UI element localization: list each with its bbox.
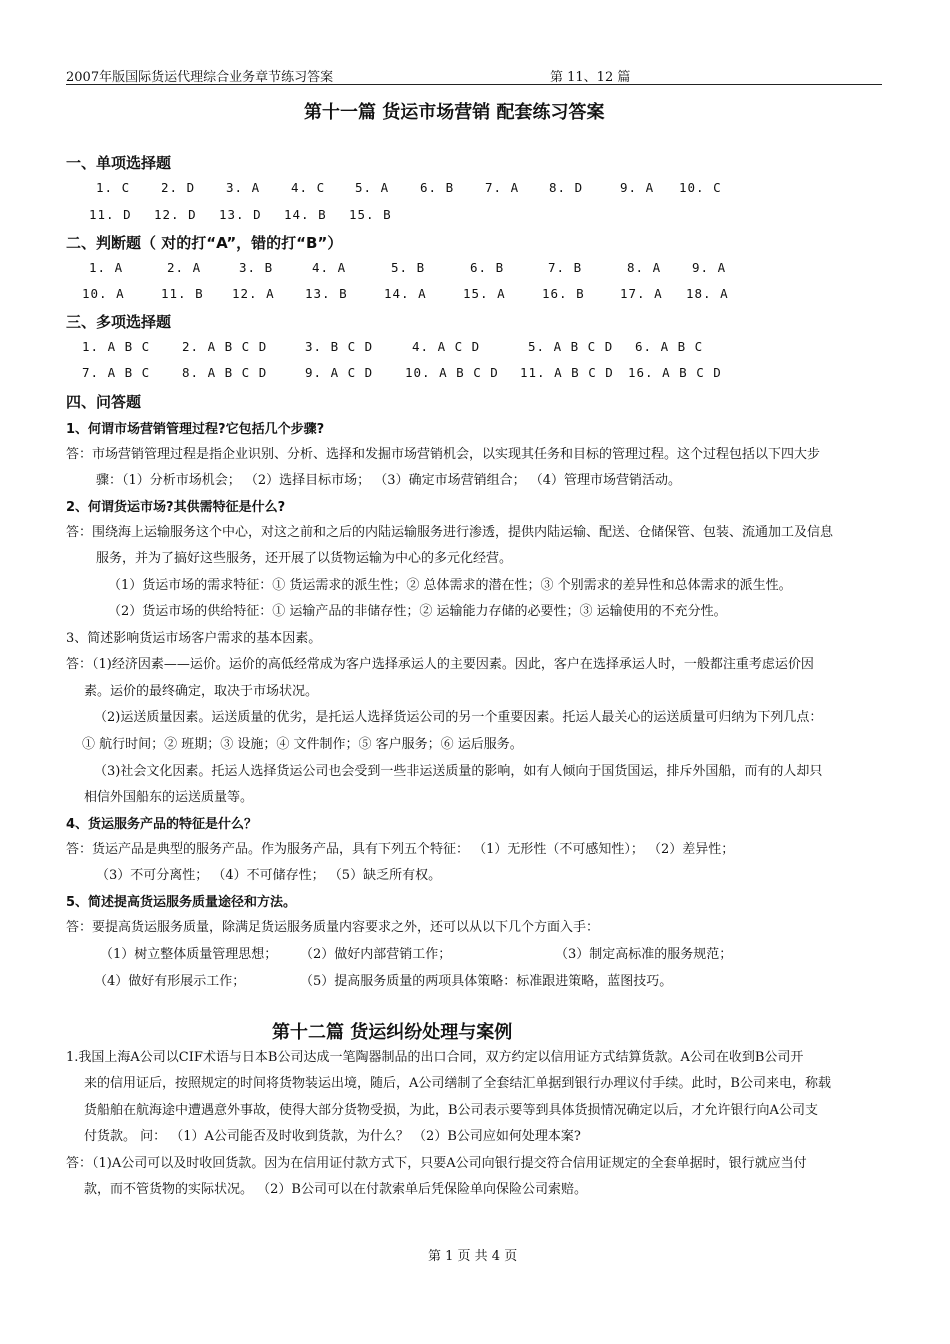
answer-item: 7. A bbox=[485, 180, 520, 195]
answer-item: 12. A bbox=[232, 286, 275, 301]
answer-5-item: （1）树立整体质量管理思想； bbox=[100, 947, 278, 962]
case-1-line: 货船舶在航海途中遭遇意外事故，使得大部分货物受损，为此，B公司表示要等到具体货损情况确定以后，才允许银行向A公司支 bbox=[84, 1103, 818, 1118]
chapter-11-title: 第十一篇 货运市场营销 配套练习答案 bbox=[304, 102, 605, 123]
answer-3-line: 相信外国船东的运送质量等。 bbox=[84, 790, 254, 805]
chapter-12-title: 第十二篇 货运纠纷处理与案例 bbox=[272, 1022, 513, 1043]
answer-item: 14. A bbox=[384, 286, 427, 301]
answer-5-item: （4）做好有形展示工作； bbox=[94, 974, 246, 989]
answer-item: 9. A bbox=[692, 260, 727, 275]
answer-item: 7. A B C bbox=[82, 365, 151, 380]
question-2: 2、何谓货运市场?其供需特征是什么? bbox=[66, 500, 286, 515]
answer-item: 11. D bbox=[89, 207, 132, 222]
section-4-title: 四、问答题 bbox=[66, 393, 142, 411]
answer-item: 13. D bbox=[219, 207, 262, 222]
answer-5-item: （2）做好内部营销工作； bbox=[300, 947, 452, 962]
answer-item: 8. D bbox=[549, 180, 584, 195]
answer-item: 5. A B C D bbox=[528, 339, 614, 354]
answer-item: 8. A B C D bbox=[182, 365, 268, 380]
answer-3-line: （3)社会文化因素。托运人选择货运公司也会受到一些非运送质量的影响，如有人倾向于国货国运，排斥外国船，而有的人却只 bbox=[94, 764, 823, 779]
answer-item: 5. A bbox=[355, 180, 390, 195]
answer-item: 3. A bbox=[226, 180, 261, 195]
answer-1-line: 骤：（1）分析市场机会； （2）选择目标市场； （3）确定市场营销组合； （4）管理市场营销活动。 bbox=[96, 473, 681, 488]
answer-3-line: （2)运送质量因素。运送质量的优劣，是托运人选择货运公司的另一个重要因素。托运人最关心的运送质量可归纳为下列几点： bbox=[94, 710, 823, 725]
answer-5-item: （3）制定高标准的服务规范； bbox=[555, 947, 733, 962]
answer-item: 2. D bbox=[161, 180, 196, 195]
answer-item: 17. A bbox=[620, 286, 663, 301]
answer-item: 1. A bbox=[89, 260, 124, 275]
answer-item: 10. C bbox=[679, 180, 722, 195]
answer-item: 15. B bbox=[349, 207, 392, 222]
answer-item: 16. B bbox=[542, 286, 585, 301]
answer-2-line: （2）货运市场的供给特征：① 运输产品的非储存性；② 运输能力存储的必要性；③ 运输使用的不充分性。 bbox=[108, 604, 727, 619]
answer-item: 13. B bbox=[305, 286, 348, 301]
answer-2-line: 服务，并为了搞好这些服务，还开展了以货物运输为中心的多元化经营。 bbox=[96, 551, 513, 566]
answer-item: 18. A bbox=[686, 286, 729, 301]
header-rule bbox=[66, 84, 882, 85]
answer-3-line: 答：（1)经济因素——运价。运价的高低经常成为客户选择承运人的主要因素。因此，客户在选择承运人时，一般都注重考虑运价因 bbox=[66, 657, 814, 672]
case-1-line: 来的信用证后，按照规定的时间将货物装运出境，随后，A公司缮制了全套结汇单据到银行办理议付手续。此时，B公司来电，称载 bbox=[84, 1076, 831, 1091]
answer-item: 1. A B C bbox=[82, 339, 151, 354]
answer-item: 11. B bbox=[161, 286, 204, 301]
answer-1-line: 答：市场营销管理过程是指企业识别、分析、选择和发掘市场营销机会，以实现其任务和目标的管理过程。这个过程包括以下四大步 bbox=[66, 447, 821, 462]
answer-item: 14. B bbox=[284, 207, 327, 222]
answer-item: 2. A B C D bbox=[182, 339, 268, 354]
answer-item: 10. A B C D bbox=[405, 365, 499, 380]
answer-item: 10. A bbox=[82, 286, 125, 301]
answer-3-line: ① 航行时间；② 班期；③ 设施；④ 文件制作；⑤ 客户服务；⑥ 运后服务。 bbox=[82, 737, 523, 752]
section-3-title: 三、多项选择题 bbox=[66, 313, 172, 331]
answer-item: 1. C bbox=[96, 180, 131, 195]
answer-item: 3. B bbox=[239, 260, 274, 275]
case-1-line: 1.我国上海A公司以CIF术语与日本B公司达成一笔陶器制品的出口合同，双方约定以信用证方式结算货款。A公司在收到B公司开 bbox=[66, 1050, 804, 1065]
case-1-answer-line: 款，而不管货物的实际状况。 （2）B公司可以在付款索单后凭保险单向保险公司索赔。 bbox=[84, 1182, 587, 1197]
answer-item: 6. B bbox=[470, 260, 505, 275]
answer-item: 3. B C D bbox=[305, 339, 374, 354]
answer-item: 12. D bbox=[154, 207, 197, 222]
answer-item: 7. B bbox=[548, 260, 583, 275]
answer-item: 9. A bbox=[620, 180, 655, 195]
answer-item: 5. B bbox=[391, 260, 426, 275]
question-3: 3、简述影响货运市场客户需求的基本因素。 bbox=[66, 631, 322, 646]
section-2-title: 二、判断题（ 对的打“A”，错的打“B”） bbox=[66, 234, 343, 252]
case-1-line: 付货款。 问： （1）A公司能否及时收到货款，为什么？ （2）B公司应如何处理本案? bbox=[84, 1129, 581, 1144]
answer-5-line: 答：要提高货运服务质量，除满足货运服务质量内容要求之外，还可以从以下几个方面入手： bbox=[66, 920, 600, 935]
question-1: 1、何谓市场营销管理过程?它包括几个步骤? bbox=[66, 422, 325, 437]
answer-item: 15. A bbox=[463, 286, 506, 301]
page-footer: 第 1 页 共 4 页 bbox=[428, 1249, 518, 1264]
answer-item: 6. B bbox=[420, 180, 455, 195]
case-1-answer-line: 答：（1)A公司可以及时收回货款。因为在信用证付款方式下，只要A公司向银行提交符合信用证规定的全套单据时，银行就应当付 bbox=[66, 1156, 807, 1171]
answer-item: 6. A B C bbox=[635, 339, 704, 354]
answer-item: 9. A C D bbox=[305, 365, 374, 380]
answer-item: 2. A bbox=[167, 260, 202, 275]
header-right: 第 11、12 篇 bbox=[550, 70, 631, 85]
question-4: 4、货运服务产品的特征是什么？ bbox=[66, 817, 258, 832]
answer-item: 4. C bbox=[291, 180, 326, 195]
header-left: 2007年版国际货运代理综合业务章节练习答案 bbox=[66, 70, 334, 85]
answer-item: 4. A bbox=[312, 260, 347, 275]
answer-2-line: （1）货运市场的需求特征：① 货运需求的派生性；② 总体需求的潜在性；③ 个别需求的差异性和总体需求的派生性。 bbox=[108, 578, 792, 593]
answer-item: 8. A bbox=[627, 260, 662, 275]
answer-3-line: 素。运价的最终确定，取决于市场状况。 bbox=[84, 684, 319, 699]
question-5: 5、简述提高货运服务质量途径和方法。 bbox=[66, 895, 297, 910]
answer-4-line: （3）不可分离性； （4）不可储存性； （5）缺乏所有权。 bbox=[96, 868, 442, 883]
answer-2-line: 答：围绕海上运输服务这个中心，对这之前和之后的内陆运输服务进行渗透，提供内陆运输、配送、仓储保管、包装、流通加工及信息 bbox=[66, 525, 834, 540]
section-1-title: 一、单项选择题 bbox=[66, 154, 172, 172]
answer-item: 11. A B C D bbox=[520, 365, 614, 380]
answer-4-line: 答：货运产品是典型的服务产品。作为服务产品，具有下列五个特征： （1）无形性（不可感知性）； （2）差异性； bbox=[66, 842, 735, 857]
answer-item: 4. A C D bbox=[412, 339, 481, 354]
answer-item: 16. A B C D bbox=[628, 365, 722, 380]
answer-5-item: （5）提高服务质量的两项具体策略：标准跟进策略，蓝图技巧。 bbox=[300, 974, 673, 989]
